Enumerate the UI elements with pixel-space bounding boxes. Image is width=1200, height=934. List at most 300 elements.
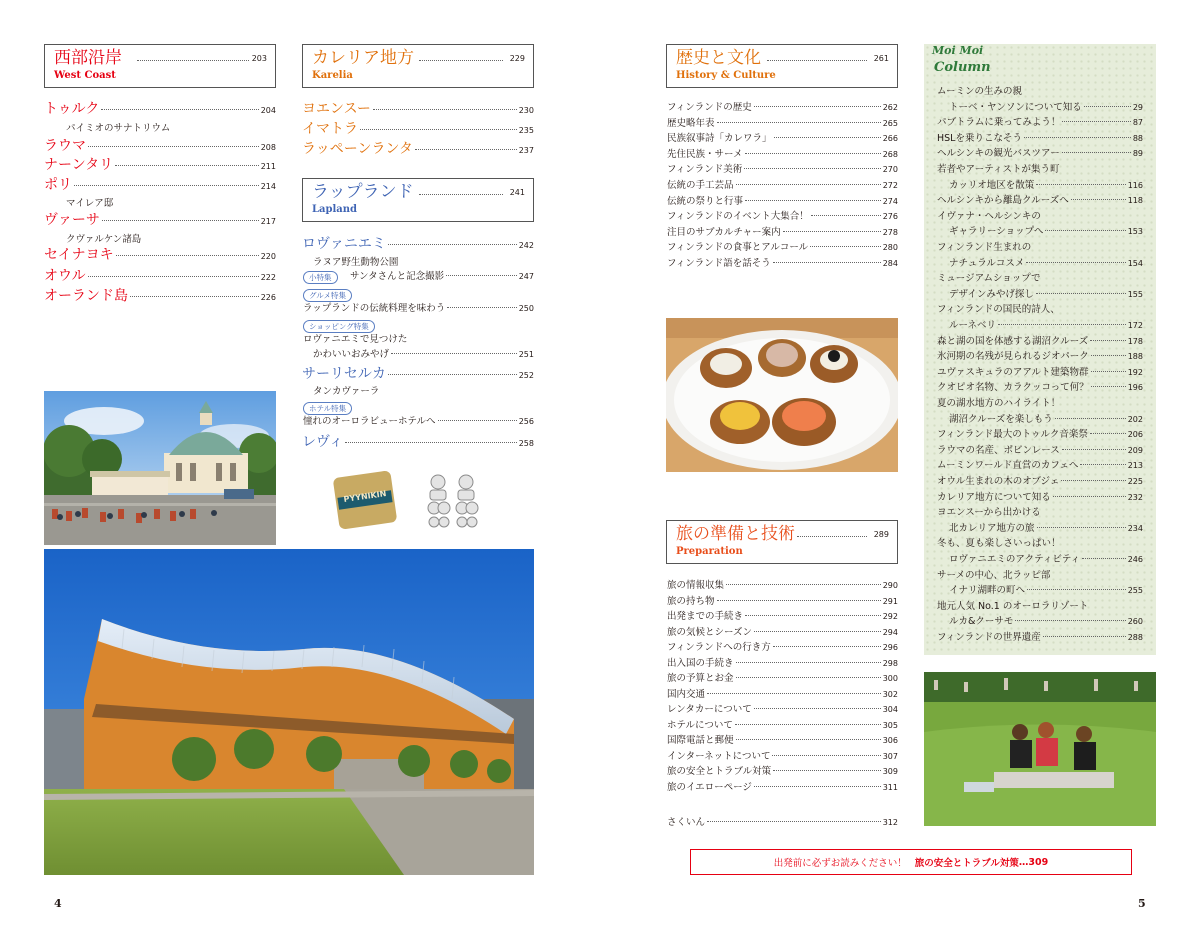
dot-leader (137, 60, 249, 61)
toc-entry-page: 222 (260, 273, 276, 282)
toc-entry-page: 278 (882, 227, 898, 237)
photo-souvenir-badge (332, 470, 398, 530)
toc-entry-page: 153 (1127, 227, 1143, 237)
toc-entry-page: 118 (1127, 196, 1143, 206)
toc-entry[interactable] (667, 689, 898, 701)
toc-entry[interactable] (937, 476, 1143, 488)
dot-leader (773, 770, 881, 771)
feature-tag: グルメ特集 (303, 289, 352, 302)
toc-entry-label: カレリア地方について知る (937, 491, 1051, 503)
toc-entry[interactable] (667, 751, 898, 763)
dot-leader (773, 262, 881, 263)
toc-entry[interactable] (667, 258, 898, 270)
dot-leader (102, 220, 259, 221)
toc-entry-page: 307 (882, 751, 898, 761)
toc-entry[interactable] (303, 303, 534, 315)
toc-entry[interactable] (667, 782, 898, 794)
toc-entry-page: 242 (518, 241, 534, 250)
toc-entry-page: 292 (882, 612, 898, 621)
toc-entry-label: ギャラリーショップへ (949, 226, 1044, 238)
toc-entry-page: 230 (518, 106, 534, 115)
dot-leader (1043, 636, 1126, 637)
column-entry-label[interactable]: 夏の湖水地方のハイライト！ (937, 398, 1061, 409)
photo-modern-building (44, 549, 534, 875)
toc-entry-page: 312 (882, 818, 898, 827)
column-entry-label[interactable]: ミュージアムショップで (937, 273, 1041, 285)
section-page: 229 (509, 54, 525, 63)
dot-leader (1091, 386, 1126, 387)
dot-leader (1053, 496, 1126, 497)
dot-leader (1015, 620, 1125, 621)
feature-tag: ショッピング特集 (303, 320, 375, 333)
toc-entry[interactable] (937, 117, 1143, 129)
dot-leader (1062, 121, 1130, 122)
dot-leader (736, 662, 881, 663)
toc-entry-page: 274 (882, 196, 898, 206)
toc-entry-page: 226 (260, 293, 276, 302)
toc-entry[interactable] (44, 177, 276, 195)
toc-entry-label: 旅のイエローページ (667, 781, 752, 793)
toc-entry-page: 306 (882, 736, 898, 745)
toc-entry-label: フィンランドの食事とアルコール (667, 242, 809, 254)
toc-entry-label: 旅の安全とトラブル対策 (667, 766, 772, 777)
dot-leader (388, 244, 517, 245)
column-entry-label[interactable]: イヴァナ・ヘルシンキの (937, 210, 1041, 222)
column-entry-label[interactable]: フィンランド生まれの (937, 242, 1032, 253)
toc-entry-page: 250 (518, 304, 534, 313)
dot-leader (388, 374, 517, 375)
toc-entry[interactable] (667, 704, 898, 716)
toc-entry[interactable] (667, 102, 898, 114)
section-title: ラップランド (312, 182, 414, 202)
notice-title: 旅の安全とトラブル対策 (914, 858, 1019, 869)
toc-entry-label: 北カレリア地方の旅 (949, 522, 1035, 534)
toc-entry-page: 251 (518, 350, 534, 359)
toc-entry[interactable] (937, 460, 1143, 472)
section-header-preparation (666, 520, 898, 564)
dot-leader (88, 276, 259, 277)
toc-entry[interactable] (667, 164, 898, 176)
toc-entry-page: 258 (518, 439, 534, 448)
toc-entry[interactable] (302, 141, 534, 159)
toc-entry[interactable] (667, 817, 898, 829)
toc-entry-page: 220 (260, 252, 276, 261)
toc-entry-page: 213 (1127, 461, 1143, 471)
toc-entry[interactable] (937, 429, 1143, 441)
toc-entry[interactable] (949, 523, 1143, 535)
toc-entry[interactable] (667, 196, 898, 208)
page-number-left: 4 (54, 897, 62, 910)
toc-entry-page: 246 (1127, 555, 1143, 564)
toc-entry[interactable] (667, 242, 898, 254)
section-page: 241 (509, 188, 525, 197)
toc-entry[interactable] (937, 367, 1143, 379)
dot-leader (773, 646, 881, 647)
toc-entry[interactable] (667, 133, 898, 145)
toc-entry[interactable] (949, 258, 1143, 270)
section-title: 旅の準備と技術 (676, 524, 795, 544)
toc-entry[interactable] (937, 133, 1143, 145)
photo-silver-jewelry (418, 470, 488, 530)
toc-subentry[interactable]: マイレア邸 (66, 198, 114, 209)
dot-leader (130, 296, 259, 297)
toc-entry-label: ナチュラルコスメ (949, 257, 1025, 269)
toc-entry-page: 172 (1127, 321, 1143, 330)
dot-leader (1024, 137, 1131, 138)
toc-entry[interactable] (949, 414, 1143, 426)
toc-entry-label: フィンランド最大のトゥルク音楽祭 (937, 429, 1088, 441)
toc-entry-page: 206 (1127, 430, 1143, 440)
toc-entry[interactable] (949, 102, 1143, 114)
toc-entry-label: トーベ・ヤンソンについて知る (949, 101, 1082, 113)
toc-entry[interactable] (302, 434, 534, 452)
column-entry-label[interactable]: ヨエンスーから出かける (937, 507, 1041, 519)
toc-entry[interactable] (667, 180, 898, 192)
toc-entry[interactable] (937, 632, 1143, 644)
toc-entry-page: 116 (1127, 180, 1143, 190)
toc-entry[interactable] (667, 596, 898, 608)
toc-entry[interactable] (667, 642, 898, 654)
toc-entry[interactable] (667, 766, 898, 778)
section-page: 261 (873, 54, 889, 63)
toc-entry[interactable] (667, 149, 898, 161)
dot-leader (736, 739, 881, 740)
toc-entry-label: イマトラ (302, 121, 358, 137)
column-logo-top: Moi Moi (932, 44, 984, 57)
toc-entry-label: 旅の予算とお金 (667, 673, 734, 684)
toc-entry[interactable] (949, 320, 1143, 332)
toc-entry[interactable] (949, 554, 1143, 566)
dot-leader (446, 275, 517, 276)
dot-leader (1036, 293, 1126, 294)
toc-entry-page: 305 (882, 720, 898, 730)
dot-leader (1062, 152, 1131, 153)
toc-entry[interactable] (937, 492, 1143, 504)
column-entry-label[interactable]: サーメの中心、北ラッピ部 (937, 569, 1051, 581)
dot-leader (1026, 262, 1125, 263)
toc-entry-page: 288 (1127, 633, 1143, 642)
toc-entry-page: 255 (1127, 586, 1143, 596)
column-entry-label[interactable]: ムーミンの生みの親 (937, 86, 1023, 97)
toc-entry-page: 211 (260, 162, 276, 171)
notice-page: …309 (1018, 856, 1049, 868)
toc-entry-page: 276 (882, 212, 898, 222)
toc-entry-label: 国内交通 (667, 688, 706, 700)
dot-leader (88, 146, 259, 147)
toc-entry[interactable] (949, 180, 1143, 192)
toc-entry-page: 247 (518, 272, 534, 281)
section-subtitle: History & Culture (676, 70, 776, 81)
toc-entry[interactable] (937, 351, 1143, 363)
column-entry-label[interactable]: フィンランドの国民的詩人、 (937, 304, 1060, 316)
toc-entry[interactable] (667, 611, 898, 623)
toc-entry-label: ルーネベリ (949, 320, 997, 331)
toc-entry[interactable] (937, 382, 1143, 394)
toc-entry-label: カッリオ地区を散策 (949, 179, 1035, 191)
section-header-history (666, 44, 898, 88)
toc-entry[interactable] (44, 212, 276, 230)
toc-entry-page: 266 (882, 134, 898, 144)
toc-entry-label: ナーンタリ (44, 157, 114, 173)
toc-entry-label: 憧れのオーロラビューホテルへ (303, 416, 436, 427)
toc-entry-page: 196 (1127, 383, 1143, 393)
dot-leader (373, 109, 517, 110)
toc-entry[interactable] (44, 288, 276, 306)
toc-entry[interactable] (667, 580, 898, 592)
dot-leader (1062, 449, 1126, 450)
toc-entry-label: レヴィ (302, 434, 344, 450)
toc-entry-page: 290 (882, 581, 898, 590)
toc-entry[interactable] (302, 236, 534, 254)
column-entry-label[interactable]: 地元人気 No.1 のオーロラリゾート (937, 600, 1089, 612)
toc-entry-label: 湖沼クルーズを楽しもう (949, 413, 1053, 425)
dot-leader (998, 324, 1126, 325)
dot-leader (754, 786, 881, 787)
toc-entry-page: 88 (1132, 133, 1143, 143)
toc-entry[interactable] (302, 101, 534, 119)
toc-entry-label: HSLを乗りこなそう (937, 132, 1022, 144)
toc-entry-label: さくいん (667, 817, 706, 828)
toc-entry[interactable] (44, 101, 276, 119)
toc-entry[interactable] (667, 227, 898, 239)
section-subtitle: Karelia (312, 70, 353, 81)
toc-entry[interactable] (667, 735, 898, 747)
toc-entry-page: 192 (1127, 367, 1143, 377)
dot-leader (1061, 480, 1125, 481)
notice-prefix: 出発前に必ずお読みください！ (773, 858, 907, 869)
section-title: カレリア地方 (312, 48, 414, 68)
toc-entry-page: 188 (1127, 352, 1143, 362)
dot-leader (101, 109, 258, 110)
dot-leader (707, 693, 881, 694)
dot-leader (415, 149, 517, 150)
column-entry-label[interactable]: 冬も、夏も楽しさいっぱい！ (937, 538, 1061, 550)
toc-entry-page: 268 (882, 149, 898, 159)
toc-entry-page: 311 (882, 782, 898, 792)
toc-entry[interactable] (667, 627, 898, 639)
photo-picnic-park (924, 672, 1156, 826)
toc-entry-label: 出入国の手続き (667, 657, 734, 669)
dot-leader (754, 631, 881, 632)
column-entry-label[interactable]: 若者やアーティストが集う町 (937, 164, 1060, 175)
toc-entry-label: ホテルについて (667, 719, 733, 731)
toc-entry[interactable] (667, 673, 898, 685)
dot-leader (345, 442, 517, 443)
dot-leader (767, 60, 867, 61)
dot-leader (360, 129, 517, 130)
toc-subentry[interactable]: ラヌア野生動物公園 (313, 257, 399, 268)
toc-entry-label: 旅の気候とシーズン (667, 626, 753, 638)
toc-entry-label: ルカ&クーサモ (949, 616, 1014, 628)
toc-entry-label: 歴史略年表 (667, 117, 715, 129)
toc-entry-page: 300 (882, 674, 898, 683)
toc-entry[interactable] (949, 616, 1143, 628)
toc-entry[interactable] (949, 226, 1143, 238)
toc-entry-page: 89 (1132, 149, 1143, 159)
toc-entry-label: ロヴァニエミ (302, 236, 386, 252)
toc-entry-label: 旅の持ち物 (667, 595, 715, 607)
dot-leader (744, 168, 880, 169)
toc-entry-label: ラウマの名産、ボビンレース (937, 444, 1060, 456)
dot-leader (1090, 433, 1126, 434)
section-title: 西部沿岸 (54, 48, 122, 68)
dot-leader (783, 231, 881, 232)
feature-tag: 小特集 (303, 271, 338, 284)
dot-leader (735, 724, 881, 725)
toc-entry[interactable] (937, 336, 1143, 348)
dot-leader (717, 600, 881, 601)
toc-entry-label: 国際電話と郵便 (667, 735, 734, 746)
toc-entry-label: イナリ湖畔の町へ (949, 585, 1026, 597)
toc-subentry[interactable]: パイミオのサナトリウム (66, 123, 171, 134)
toc-entry-page: 237 (518, 146, 534, 155)
toc-entry[interactable] (949, 585, 1143, 597)
toc-entry[interactable] (302, 121, 534, 139)
toc-entry[interactable] (313, 349, 534, 361)
toc-entry-page: 304 (882, 705, 898, 714)
toc-entry-label: フィンランドのイベント大集合！ (667, 211, 809, 223)
toc-entry-label: フィンランドへの行き方 (667, 642, 771, 653)
toc-entry-page: 291 (882, 596, 898, 606)
dot-leader (736, 677, 881, 678)
dot-leader (754, 708, 881, 709)
toc-entry-label: かわいいおみやげ (313, 349, 390, 360)
toc-entry[interactable] (937, 195, 1143, 207)
toc-entry-label: サーリセルカ (302, 366, 386, 382)
dot-leader (74, 185, 259, 186)
toc-entry-label: オーランド島 (44, 288, 128, 304)
dot-leader (116, 255, 259, 256)
toc-entry-label: インターネットについて (667, 750, 771, 762)
toc-entry-page: 209 (1127, 445, 1143, 455)
dot-leader (1055, 418, 1126, 419)
dot-leader (1091, 355, 1126, 356)
toc-entry-label: クオピオ名物、カラクッコって何？ (937, 382, 1089, 394)
toc-entry[interactable] (44, 247, 276, 265)
toc-entry-page: 272 (882, 181, 898, 190)
toc-entry-page: 208 (260, 143, 276, 152)
dot-leader (1084, 106, 1131, 107)
page-number-right: 5 (1138, 897, 1146, 910)
toc-entry-page: 234 (1127, 523, 1143, 533)
notice-bar[interactable] (690, 849, 1132, 875)
dot-leader (419, 60, 503, 61)
dot-leader (726, 584, 881, 585)
toc-entry-label: ポリ (44, 177, 72, 193)
toc-entry-label: ヘルシンキから離島クルーズへ (937, 195, 1069, 207)
toc-entry-label: トゥルク (44, 101, 100, 117)
toc-entry-page: 204 (260, 106, 276, 115)
toc-entry-page: 232 (1127, 492, 1143, 502)
toc-entry-label: 氷河期の名残が見られるジオパーク (937, 351, 1089, 363)
dot-leader (772, 755, 880, 756)
dot-leader (811, 215, 881, 216)
toc-subentry[interactable]: ロヴァニエミで見つけた (303, 334, 408, 345)
toc-entry-page: 284 (882, 259, 898, 268)
toc-entry[interactable] (44, 268, 276, 286)
dot-leader (717, 122, 881, 123)
toc-entry[interactable] (350, 271, 534, 283)
toc-entry[interactable] (667, 658, 898, 670)
toc-entry-page: 155 (1127, 289, 1143, 299)
toc-entry-label: フィンランドの世界遺産 (937, 632, 1041, 643)
toc-entry-page: 260 (1127, 617, 1143, 627)
toc-entry-label: ラップランドの伝統料理を味わう (303, 303, 446, 314)
toc-subentry[interactable]: タンカヴァーラ (313, 386, 380, 397)
toc-entry-page: 217 (260, 217, 276, 226)
toc-entry[interactable] (302, 366, 534, 384)
toc-entry-page: 225 (1127, 477, 1143, 486)
toc-entry[interactable] (44, 157, 276, 175)
section-page: 289 (873, 530, 889, 539)
dot-leader (438, 420, 517, 421)
dot-leader (1080, 464, 1125, 465)
section-header-karelia (302, 44, 534, 88)
toc-entry-label: 伝統の手工芸品 (667, 180, 734, 191)
toc-entry-label: 先住民族・サーメ (667, 148, 743, 160)
dot-leader (745, 200, 881, 201)
toc-entry-label: サンタさんと記念撮影 (350, 271, 445, 282)
section-page: 203 (251, 54, 267, 63)
toc-entry-label: 注目のサブカルチャー案内 (667, 226, 781, 238)
toc-entry[interactable] (667, 118, 898, 130)
dot-leader (745, 615, 881, 616)
toc-entry-page: 154 (1127, 258, 1143, 268)
dot-leader (1090, 340, 1125, 341)
toc-entry[interactable] (937, 148, 1143, 160)
toc-entry[interactable] (44, 138, 276, 156)
dot-leader (1071, 199, 1126, 200)
feature-tag: ホテル特集 (303, 402, 352, 415)
section-header-lapland (302, 178, 534, 222)
section-title: 歴史と文化 (676, 48, 761, 68)
toc-entry-label: 旅の情報収集 (667, 580, 725, 591)
toc-entry-label: パブトラムに乗ってみよう！ (937, 117, 1061, 129)
toc-entry[interactable] (949, 289, 1143, 301)
section-subtitle: Preparation (676, 546, 743, 557)
dot-leader (774, 137, 881, 138)
dot-leader (1036, 184, 1125, 185)
dot-leader (447, 307, 516, 308)
toc-entry-label: デザインみやげ探し (949, 288, 1034, 300)
toc-entry-page: 270 (882, 165, 898, 175)
toc-entry-page: 252 (518, 371, 534, 380)
toc-entry-page: 256 (518, 417, 534, 426)
dot-leader (391, 353, 517, 354)
toc-entry-label: ヨエンスー (302, 101, 371, 117)
toc-entry[interactable] (937, 445, 1143, 457)
dot-leader (419, 194, 503, 195)
toc-entry-page: 280 (882, 243, 898, 253)
toc-entry[interactable] (303, 416, 534, 428)
toc-entry-label: セイナヨキ (44, 247, 114, 263)
toc-entry-label: 民族叙事詩「カレワラ」 (667, 133, 772, 145)
dot-leader (1027, 589, 1126, 590)
section-subtitle: West Coast (54, 70, 116, 81)
toc-entry-label: 伝統の祭りと行事 (667, 195, 744, 207)
toc-entry-label: ラッペーンランタ (302, 141, 413, 157)
dot-leader (797, 536, 867, 537)
photo-market-square-church (44, 391, 276, 545)
toc-entry-page: 87 (1132, 118, 1143, 128)
dot-leader (1082, 558, 1126, 559)
toc-entry[interactable] (667, 211, 898, 223)
toc-entry-page: 265 (882, 118, 898, 128)
toc-entry-page: 294 (882, 627, 898, 637)
toc-subentry[interactable]: クヴァルケン諸島 (66, 234, 142, 245)
section-subtitle: Lapland (312, 204, 358, 215)
toc-entry[interactable] (667, 720, 898, 732)
